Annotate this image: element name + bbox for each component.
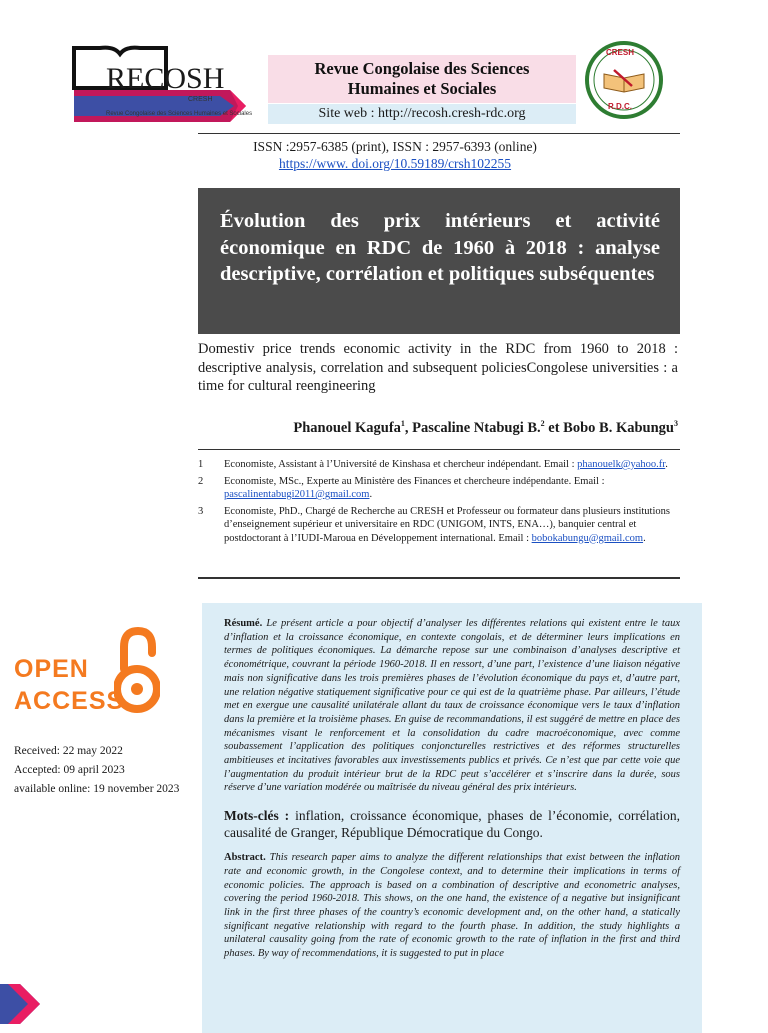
footnotes — [198, 458, 680, 548]
logo-caption: Revue Congolaise des Sciences Humaines et Sociales — [106, 111, 253, 117]
cresh-small-label: CRESH — [188, 96, 213, 103]
journal-website[interactable]: Site web : http://recosh.cresh-rdc.org — [268, 104, 576, 124]
resume-paragraph: Résumé. Le présent article a pour objectif d’analyser les différentes relations qui existent entre le taux d’inflation et la croissance économique, en contexte congolais, et de déterminer leurs implications en termes de politiques économiques. La démarche repose sur une combinaison d’analyses descriptive et économétrique, couvrant la période 1960-2018. Il en ressort, d’une part, l’existence d’une liaison négative mais non significative dans les trois premières phases de l’évolution économique du pays et, d’autre part, une relation négative statiquement significative pour ce qui est de la quatrième phase. Par ailleurs, l’étude met en exergue une causalité unilatérale allant du taux de croissance économique vers le taux d’inflation dans la première et la troisième phases. En guise de recommandations, il est suggéré de mettre en place des mécanismes visant le renforcement et la consolidation du cadre macroéconomique, avec comme soubassement l’application des politiques conjoncturelles restrictives et des réformes structurelles ambitieuses et incitatives favorables aux investissements publics et privés. Ce n’est que par cette voie que l’augmentation du produit intérieur brut de la RDC peut s’accélérer et s’inscrire dans la durée, sous réserve d’une variation modérée ou maîtrisée du niveau général des prix intérieurs. — [224, 618, 680, 794]
email-link-2[interactable]: pascalinentabugi2011@gmail.com — [224, 489, 370, 500]
title-box — [198, 188, 680, 334]
corner-chevron-icon — [0, 984, 40, 1024]
author-3-mark: 3 — [674, 419, 678, 428]
email-link-3[interactable]: bobokabungu@gmail.com — [531, 532, 644, 544]
open-lock-icon — [114, 625, 160, 717]
journal-name-box — [268, 55, 576, 103]
doi-line — [198, 155, 592, 172]
footnote-1: 1 Economiste, Assistant à l’Université de Kinshasa et chercheur indépendant. Email : phanouelk@yahoo.fr. — [198, 459, 668, 470]
publication-dates — [14, 742, 200, 799]
resume-label: Résumé. — [224, 618, 263, 629]
author-1: Phanouel Kagufa — [293, 419, 401, 436]
author-2-mark: 2 — [540, 419, 545, 428]
accepted-date: Accepted: 09 april 2023 — [14, 764, 125, 776]
article-title: Évolution des prix intérieurs et activité économique en RDC de 1960 à 2018 : analyse descriptive, corrélation et politiques subséquentes — [220, 210, 660, 285]
author-list: Phanouel Kagufa$^1$, Pascaline Ntabugi B.$^2$ et Bobo B. Kabungu$^3$ — [293, 419, 678, 436]
abstract-box — [202, 603, 702, 1033]
footnote-3: 3 Economiste, PhD., Chargé de Recherche au CRESH et Professeur ou formateur dans plusieurs institutions d’enseignement supérieur et universitaire en RDC (UNIGOM, INTS, ENA…), banquier central et postdoctorant à l’IUDI-Maroua en Développement international. Email : bobokabungu@gmail.com. — [198, 505, 670, 544]
section-rule — [198, 577, 680, 579]
open-access-word-2: ACCESS — [14, 687, 125, 715]
author-2: Pascaline Ntabugi B. — [412, 419, 541, 436]
email-link-1[interactable]: phanouelk@yahoo.fr — [577, 459, 666, 470]
cresh-seal-bottom: R.D.C. — [608, 102, 632, 111]
keywords-label: Mots-clés : — [224, 808, 290, 824]
open-access-logo — [14, 625, 194, 725]
cresh-logo — [584, 40, 664, 120]
abstract-paragraph: Abstract. This research paper aims to analyze the different relationships that exist between the inflation rate and economic growth, in the Congolese context, and to determine their implications in terms of economic policies. The approach is based on a combination of descriptive and econometric analyses, covering the period 1960-2018. This shows, on the one hand, the existence of a negative but insignificant link in the first three phases of the country’s economic development and, on the other hand, a statically significant negative relationship with regard to the fourth phase. In addition, the study highlights a unilateral causality going from the rate of economic growth to the rate of inflation in the first and third phases. By way of recommendations, it is suggested to put in place — [224, 852, 680, 960]
english-title: Domestiv price trends economic activity in the RDC from 1960 to 2018 : descriptive analysis, correlation and subsequent policiesCongolese universities : a time for cultural reengineering — [198, 341, 678, 394]
open-access-word-1: OPEN — [14, 655, 89, 683]
recosh-logo — [70, 44, 253, 124]
issn-line: ISSN :2957-6385 (print), ISSN : 2957-6393 (online) — [253, 139, 537, 154]
received-date: Received: 22 may 2022 — [14, 745, 123, 757]
abstract-label: Abstract. — [224, 852, 266, 864]
doi-link[interactable]: https://www. doi.org/10.59189/crsh102255 — [278, 156, 512, 171]
keywords-paragraph: Mots-clés : inflation, croissance économique, phases de l’économie, corrélation, causalité de Granger, République Démocratique du Congo. — [224, 808, 680, 841]
author-1-mark: 1 — [400, 419, 405, 428]
cresh-seal-top: CRESH — [606, 48, 635, 57]
footnote-2: 2 Economiste, MSc., Experte au Ministère des Finances et chercheure indépendante. Email : pascalinentabugi2011@gmail.com. — [198, 475, 605, 500]
online-date: available online: 19 november 2023 — [14, 783, 180, 795]
journal-name: Revue Congolaise des Sciences Humaines et Sociales — [314, 59, 530, 98]
footnote-rule — [198, 449, 680, 450]
author-3: Bobo B. Kabungu — [563, 419, 674, 436]
recosh-wordmark: RECOSH — [106, 62, 225, 95]
header-rule — [198, 133, 680, 134]
